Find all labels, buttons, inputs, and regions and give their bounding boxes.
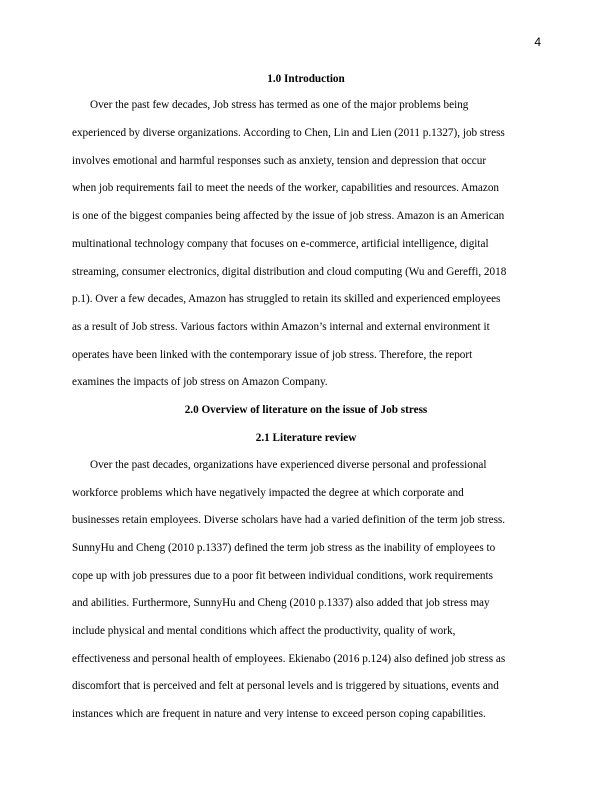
page-number: 4 — [534, 35, 541, 49]
paragraph-line: streaming, consumer electronics, digital distribution and cloud computing (Wu and Gereffi, 2018 — [72, 266, 507, 278]
paragraph-line: multinational technology company that focuses on e-commerce, artificial intelligence, digital — [72, 238, 489, 250]
paragraph-line: p.1). Over a few decades, Amazon has struggled to retain its skilled and experienced employees — [72, 293, 501, 305]
paragraph-line: operates have been linked with the contemporary issue of job stress. Therefore, the report — [72, 349, 473, 361]
paragraph-line: businesses retain employees. Diverse scholars have had a varied definition of the term job stress. — [72, 514, 506, 526]
paragraph-line: experienced by diverse organizations. According to Chen, Lin and Lien (2011 p.1327), job stress — [72, 127, 505, 139]
paragraph-line: cope up with job pressures due to a poor fit between individual conditions, work requirements — [72, 570, 493, 582]
paragraph-line: involves emotional and harmful responses such as anxiety, tension and depression that occur — [72, 155, 487, 167]
paragraph-line: instances which are frequent in nature and very intense to exceed person coping capabilities. — [72, 708, 486, 720]
paragraph-line: SunnyHu and Cheng (2010 p.1337) defined the term job stress as the inability of employees to — [72, 542, 496, 554]
subsection-heading-literature-review: 2.1 Literature review — [255, 432, 357, 444]
paragraph-line: include physical and mental conditions which affect the productivity, quality of work, — [72, 625, 456, 637]
paragraph-line: is one of the biggest companies being affected by the issue of job stress. Amazon is an American — [72, 210, 505, 222]
paragraph-line: Over the past decades, organizations have experienced diverse personal and professional — [90, 459, 487, 471]
paragraph-line: and abilities. Furthermore, SunnyHu and Cheng (2010 p.1337) also added that job stress may — [72, 597, 490, 609]
paragraph-line: Over the past few decades, Job stress has termed as one of the major problems being — [90, 99, 469, 111]
paragraph-line: discomfort that is perceived and felt at personal levels and is triggered by situations, events and — [72, 680, 499, 692]
paragraph-line: workforce problems which have negatively impacted the degree at which corporate and — [72, 487, 464, 499]
paragraph-line: when job requirements fail to meet the needs of the worker, capabilities and resources. Amazon — [72, 182, 500, 194]
paragraph-line: effectiveness and personal health of employees. Ekienabo (2016 p.124) also defined job stress as — [72, 653, 506, 665]
section-heading-literature-overview: 2.0 Overview of literature on the issue of Job stress — [184, 404, 428, 416]
paragraph-line: as a result of Job stress. Various factors within Amazon’s internal and external environment it — [72, 321, 490, 333]
section-heading-introduction: 1.0 Introduction — [267, 73, 345, 85]
paragraph-line: examines the impacts of job stress on Amazon Company. — [72, 376, 328, 388]
